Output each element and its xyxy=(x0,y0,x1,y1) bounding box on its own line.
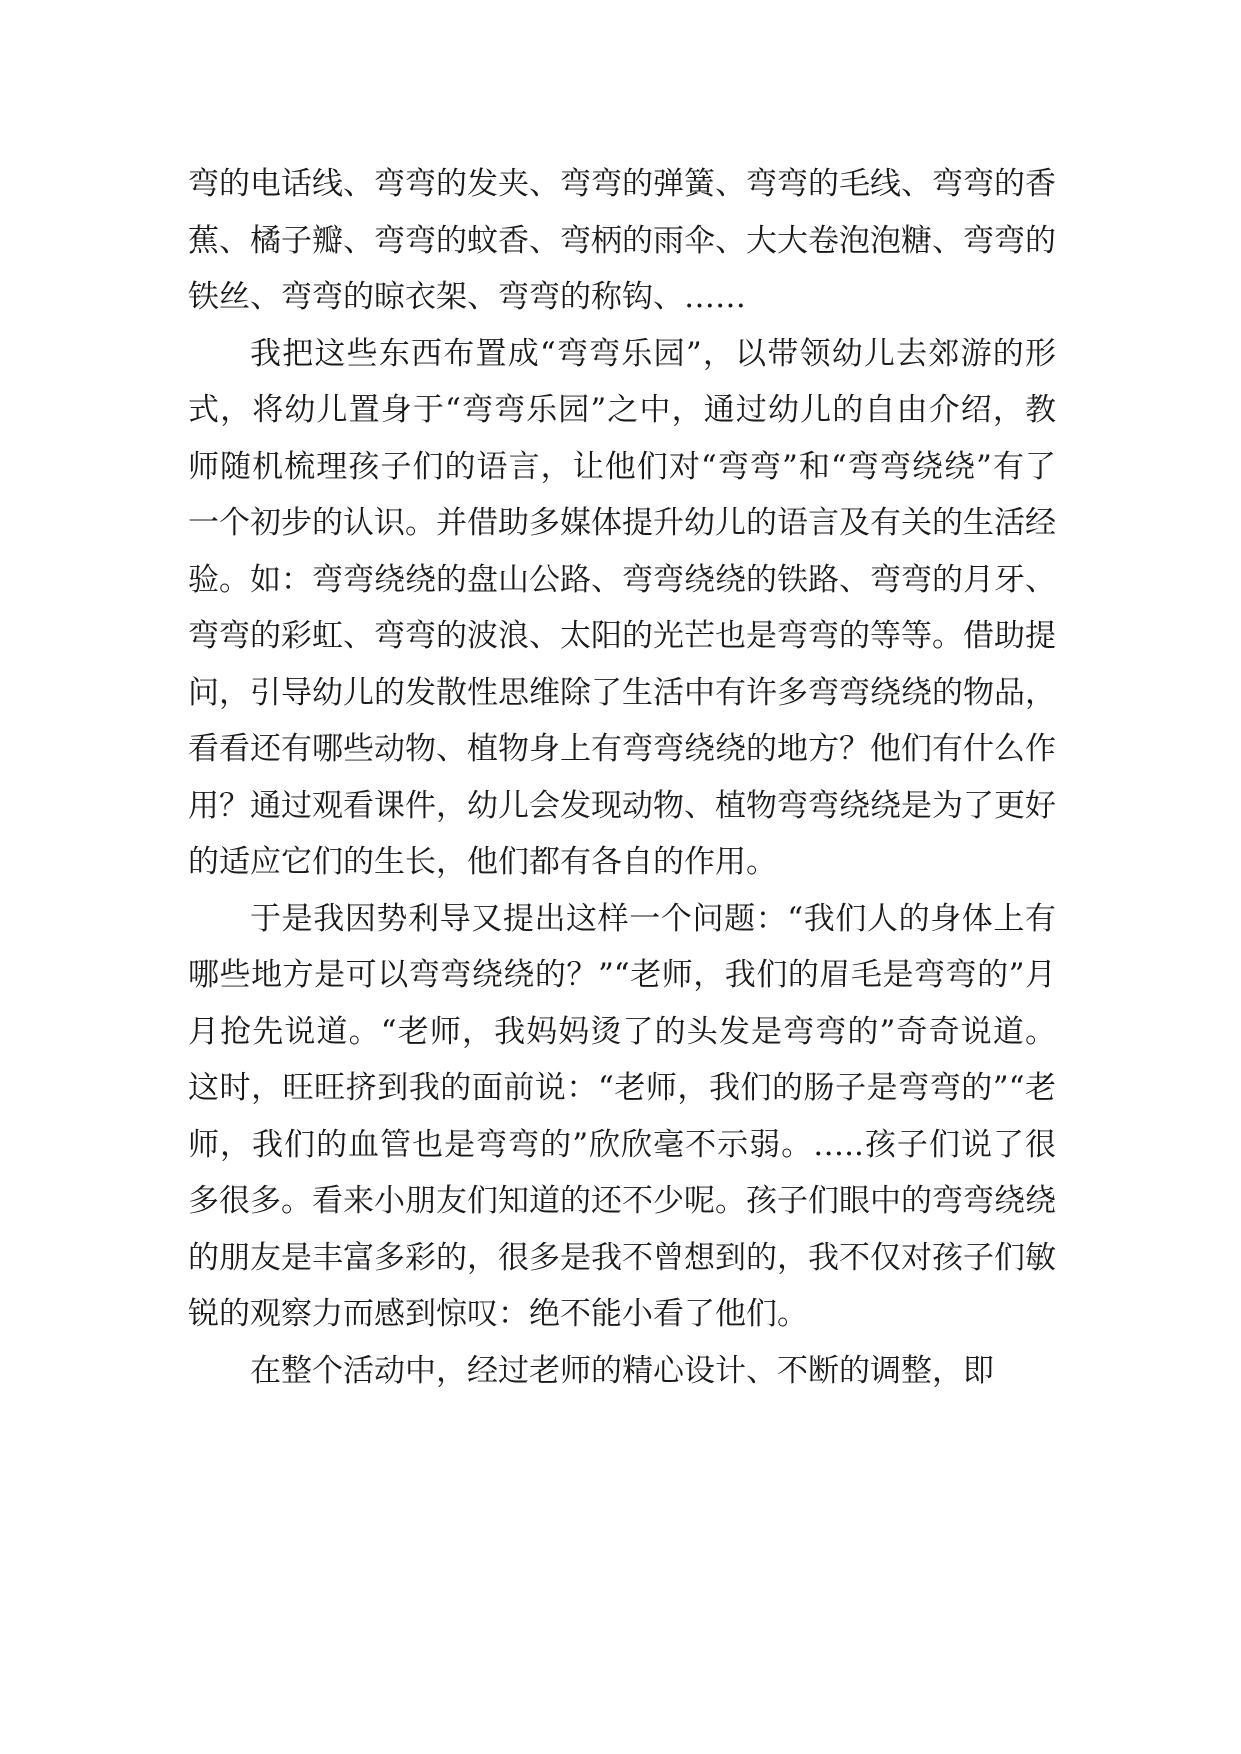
paragraph-park-setup: 我把这些东西布置成“弯弯乐园”，以带领幼儿去郊游的形式，将幼儿置身于“弯弯乐园”之中，通过幼儿的自由介绍，教师随机梳理孩子们的语言，让他们对“弯弯”和“弯弯绕绕”有了一个初步的认识。并借助多媒体提升幼儿的语言及有关的生活经验。如：弯弯绕绕的盘山公路、弯弯绕绕的铁路、弯弯的月牙、弯弯的彩虹、弯弯的波浪、太阳的光芒也是弯弯的等等。借助提问，引导幼儿的发散性思维除了生活中有许多弯弯绕绕的物品，看看还有哪些动物、植物身上有弯弯绕绕的地方？他们有什么作用？通过观看课件，幼儿会发现动物、植物弯弯绕绕是为了更好的适应它们的生长，他们都有各自的作用。 xyxy=(188,335,1056,880)
paragraph-body-question: 于是我因势利导又提出这样一个问题：“我们人的身体上有哪些地方是可以弯弯绕绕的？”“老师，我们的眉毛是弯弯的”月月抢先说道。“老师，我妈妈烫了的头发是弯弯的”奇奇说道。这时，旺旺挤到我的面前说：“老师，我们的肠子是弯弯的”“老师，我们的血管也是弯弯的”欣欣毫不示弱。…..孩子们说了很多很多。看来小朋友们知道的还不少呢。孩子们眼中的弯弯绕绕的朋友是丰富多彩的，很多是我不曾想到的，我不仅对孩子们敏锐的观察力而感到惊叹：绝不能小看了他们。 xyxy=(188,900,1056,1332)
paragraph-continuation: 弯的电话线、弯弯的发夹、弯弯的弹簧、弯弯的毛线、弯弯的香蕉、橘子瓣、弯弯的蚊香、弯柄的雨伞、大大卷泡泡糖、弯弯的铁丝、弯弯的晾衣架、弯弯的称钩、…… xyxy=(188,166,1056,315)
document-body xyxy=(188,156,1056,1399)
paragraph-activity-summary: 在整个活动中，经过老师的精心设计、不断的调整，即 xyxy=(250,1352,994,1389)
